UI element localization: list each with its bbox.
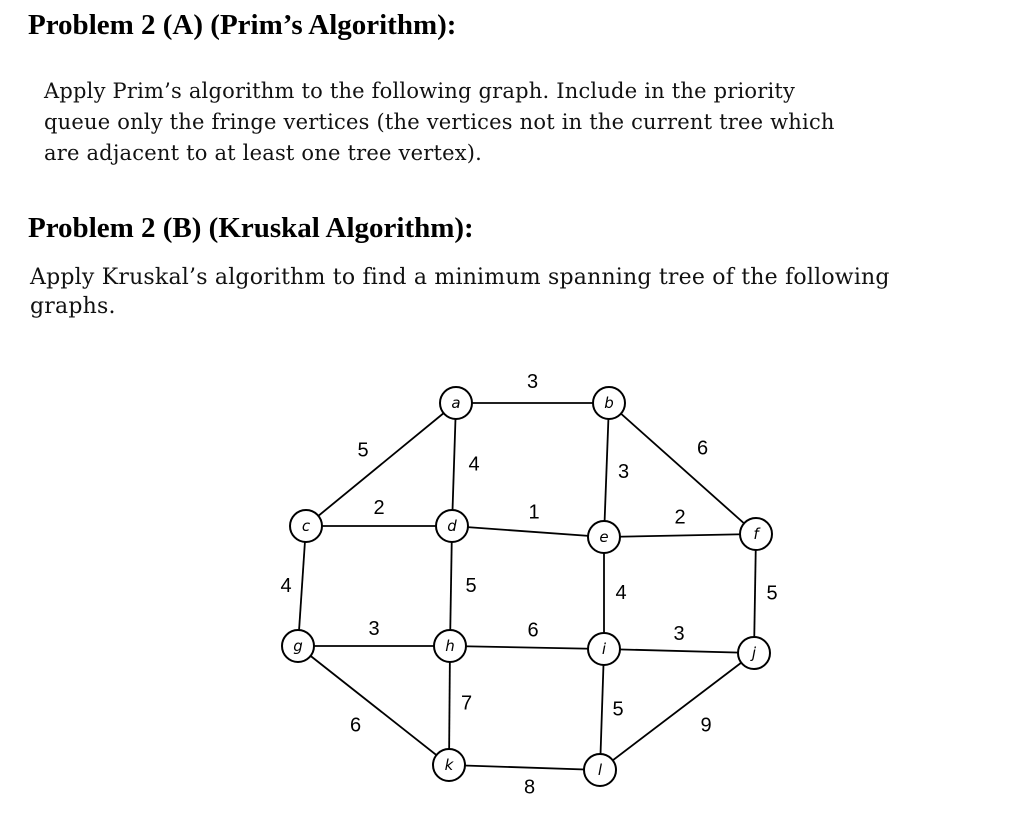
- vertex-label: a: [451, 394, 461, 412]
- vertex-label: e: [599, 528, 609, 546]
- edge-weight-label: 8: [523, 776, 536, 799]
- problem-b-heading: Problem 2 (B) (Kruskal Algorithm):: [28, 212, 474, 244]
- vertex-g: [282, 630, 314, 662]
- problem-b-instructions: [30, 263, 930, 321]
- edge-weight-label: 7: [460, 692, 473, 715]
- vertex-label: l: [597, 761, 603, 779]
- edge-g-h: [298, 618, 450, 646]
- edge-line: [450, 646, 604, 649]
- vertex-label: i: [601, 640, 607, 658]
- edge-weight-label: 3: [526, 371, 539, 393]
- edge-weight-label: 3: [368, 618, 380, 640]
- edge-i-j: [604, 623, 754, 653]
- vertex-label: c: [301, 517, 311, 535]
- edge-c-d: [306, 497, 452, 526]
- edge-line: [449, 646, 450, 765]
- vertex-j: [738, 637, 770, 669]
- edge-weight-label: 3: [617, 461, 630, 483]
- edge-weight-label: 5: [766, 582, 778, 605]
- edge-e-f: [604, 507, 756, 538]
- edge-g-k: [298, 646, 449, 765]
- edge-weight-label: 2: [674, 506, 686, 529]
- problem-b-line: Apply Kruskal’s algorithm to find a minimum spanning tree of the following: [30, 265, 890, 290]
- vertex-c: [290, 510, 322, 542]
- edge-weight-label: 9: [700, 714, 712, 737]
- vertex-label: b: [604, 394, 614, 412]
- vertex-b: [593, 387, 625, 419]
- vertex-e: [588, 521, 620, 553]
- edge-weight-label: 5: [465, 575, 477, 597]
- edge-line: [298, 646, 449, 765]
- edge-weight-label: 3: [673, 623, 685, 645]
- edge-line: [452, 526, 604, 537]
- edge-h-i: [450, 620, 604, 650]
- edge-d-e: [452, 502, 604, 538]
- vertex-i: [588, 633, 620, 665]
- edge-h-k: [449, 646, 472, 765]
- edge-b-e: [604, 403, 629, 537]
- edge-line: [452, 403, 456, 526]
- vertex-l: [584, 754, 616, 786]
- vertex-d: [436, 510, 468, 542]
- edge-weight-label: 2: [373, 497, 385, 519]
- vertex-label: j: [751, 644, 757, 662]
- edge-weight-label: 5: [357, 439, 369, 462]
- edge-line: [604, 534, 756, 537]
- vertex-label: g: [293, 637, 303, 655]
- edges-layer: [280, 371, 777, 799]
- problem-a-instructions: [44, 76, 904, 169]
- edge-a-b: [456, 371, 609, 403]
- problem-a-line: are adjacent to at least one tree vertex).: [44, 141, 483, 165]
- edge-line: [604, 649, 754, 653]
- vertex-f: [740, 518, 772, 550]
- problem-a-line: queue only the fringe vertices (the vertices not in the current tree which: [44, 110, 835, 134]
- vertex-label: h: [445, 637, 455, 655]
- edge-e-i: [604, 537, 627, 649]
- edge-weight-label: 1: [528, 501, 540, 524]
- edge-line: [450, 526, 452, 646]
- edge-a-d: [452, 403, 480, 526]
- edge-i-l: [600, 649, 624, 770]
- edge-line: [298, 526, 306, 646]
- edge-k-l: [449, 765, 600, 799]
- vertex-label: k: [444, 756, 454, 774]
- problem-a-heading: Problem 2 (A) (Prim’s Algorithm):: [28, 9, 457, 41]
- vertex-label: f: [753, 525, 759, 543]
- vertex-k: [433, 749, 465, 781]
- edge-weight-label: 5: [612, 698, 624, 721]
- edge-weight-label: 4: [280, 575, 292, 597]
- edge-weight-label: 4: [468, 453, 480, 476]
- vertex-a: [440, 387, 472, 419]
- edge-line: [449, 765, 600, 770]
- edge-weight-label: 6: [696, 437, 709, 460]
- vertex-label: d: [447, 517, 457, 535]
- edge-weight-label: 6: [527, 619, 539, 642]
- edge-line: [604, 403, 609, 537]
- edge-weight-label: 6: [349, 714, 362, 737]
- vertex-h: [434, 630, 466, 662]
- problem-b-line: graphs.: [30, 294, 116, 319]
- graph-diagram: [0, 330, 1024, 819]
- edge-line: [600, 649, 604, 770]
- problem-a-line: Apply Prim’s algorithm to the following graph. Include in the priority: [44, 79, 796, 103]
- edge-line: [754, 534, 756, 653]
- edge-c-g: [280, 526, 306, 646]
- edge-d-h: [450, 526, 477, 646]
- edge-f-j: [754, 534, 778, 653]
- edge-weight-label: 4: [615, 582, 627, 604]
